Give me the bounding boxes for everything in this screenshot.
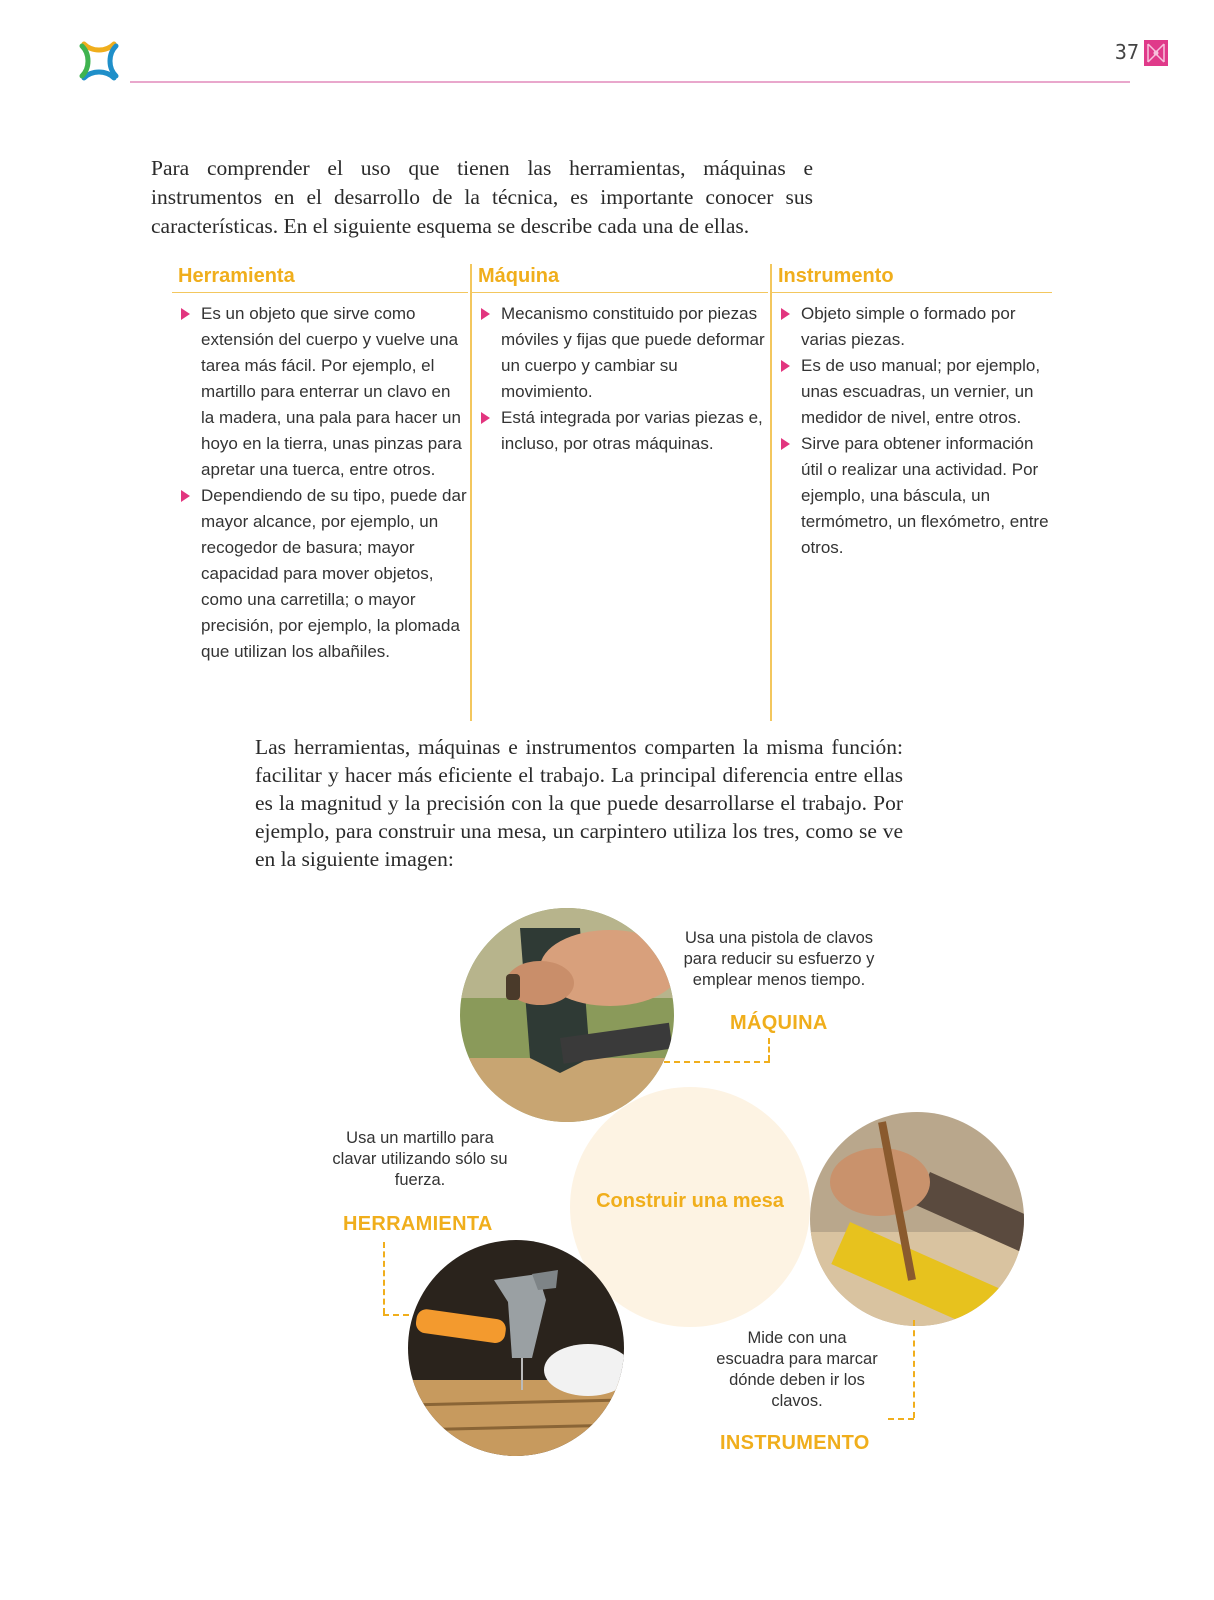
list-item: Objeto simple o formado por varias piezas. bbox=[778, 301, 1052, 353]
list-item: Es un objeto que sirve como extensión del cuerpo y vuelve una tarea más fácil. Por ejemplo, el martillo para enterrar un clavo en la madera, una pala para hacer un hoyo en la tierra, unas pinzas para apretar una tuerca, entre otros. bbox=[178, 301, 468, 483]
bullet-triangle-icon bbox=[781, 360, 790, 372]
list-item: Mecanismo constituido por piezas móviles y fijas que puede deformar un cuerpo y cambiar su movimiento. bbox=[478, 301, 768, 405]
maquina-label: MÁQUINA bbox=[730, 1012, 828, 1034]
header-rule bbox=[130, 81, 1130, 83]
herramienta-connector bbox=[383, 1314, 409, 1316]
instrumento-connector bbox=[888, 1418, 914, 1420]
list-item: Es de uso manual; por ejemplo, unas escuadras, un vernier, un medidor de nivel, entre otros. bbox=[778, 353, 1052, 431]
list-item: Sirve para obtener información útil o realizar una actividad. Por ejemplo, una báscula, un termómetro, un flexómetro, entre otros. bbox=[778, 431, 1052, 561]
bullet-triangle-icon bbox=[481, 308, 490, 320]
bullet-triangle-icon bbox=[181, 490, 190, 502]
herramienta-caption: Usa un martillo para clavar utilizando sólo su fuerza. bbox=[332, 1129, 508, 1189]
herramienta-connector-vertical bbox=[383, 1242, 385, 1314]
page-number: 37 bbox=[1114, 40, 1139, 64]
herramienta-label: HERRAMIENTA bbox=[343, 1213, 493, 1235]
intro-paragraph: Para comprender el uso que tienen las herramientas, máquinas e instrumentos en el desarrollo de la técnica, es importante conocer sus características. En el siguiente esquema se describe cada una de ellas. bbox=[151, 156, 813, 238]
instrumento-connector-vertical bbox=[913, 1320, 915, 1418]
column-heading-maquina: Máquina bbox=[472, 262, 768, 293]
bullet-triangle-icon bbox=[781, 308, 790, 320]
center-label: Construir una mesa bbox=[596, 1190, 784, 1212]
list-item: Dependiendo de su tipo, puede dar mayor alcance, por ejemplo, un recogedor de basura; mayor capacidad para mover objetos, como una carretilla; o mayor precisión, por ejemplo, la plomada que utilizan los albañiles. bbox=[178, 483, 468, 665]
instrumento-list bbox=[772, 293, 1052, 561]
page-ornament-icon bbox=[1144, 40, 1168, 66]
maquina-list bbox=[472, 293, 768, 457]
ruler-pencil-photo bbox=[810, 1112, 1024, 1326]
nail-gun-photo bbox=[460, 908, 674, 1122]
scheme-column-instrumento bbox=[772, 262, 1052, 561]
maquina-caption: Usa una pistola de clavos para reducir su esfuerzo y emplear menos tiempo. bbox=[683, 929, 875, 989]
column-heading-herramienta: Herramienta bbox=[172, 262, 468, 293]
instrumento-caption: Mide con una escuadra para marcar dónde deben ir los clavos. bbox=[716, 1329, 878, 1410]
maquina-connector bbox=[664, 1061, 770, 1063]
column-heading-instrumento: Instrumento bbox=[772, 262, 1052, 293]
instrumento-label: INSTRUMENTO bbox=[720, 1432, 870, 1454]
bullet-triangle-icon bbox=[481, 412, 490, 424]
list-item: Está integrada por varias piezas e, incluso, por otras máquinas. bbox=[478, 405, 768, 457]
maquina-connector-vertical bbox=[768, 1038, 770, 1061]
herramienta-list bbox=[172, 293, 468, 665]
explanation-paragraph: Las herramientas, máquinas e instrumentos comparten la misma función: facilitar y hacer más eficiente el trabajo. La principal diferencia entre ellas es la magnitud y la precisión con la que puede desarrollarse el trabajo. Por ejemplo, para construir una mesa, un carpintero utiliza los tres, como se ve en la siguiente imagen: bbox=[255, 735, 903, 871]
scheme-column-herramienta bbox=[172, 262, 468, 665]
hammer-photo bbox=[408, 1240, 624, 1456]
scheme-column-maquina bbox=[472, 262, 768, 457]
publisher-logo-icon bbox=[76, 38, 122, 84]
bullet-triangle-icon bbox=[781, 438, 790, 450]
bullet-triangle-icon bbox=[181, 308, 190, 320]
